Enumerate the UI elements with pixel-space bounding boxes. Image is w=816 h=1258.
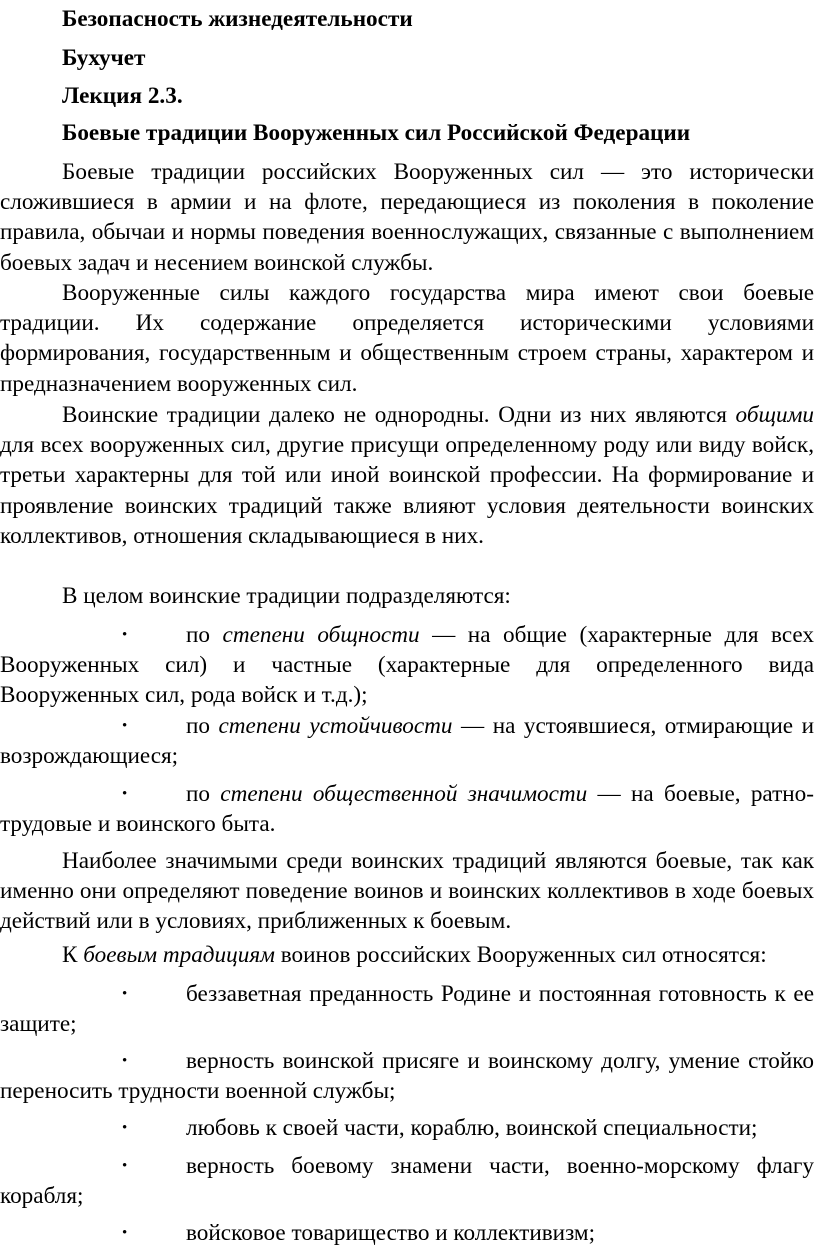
list-item: • беззаветная преданность Родине и постоянная готовность к ее защите; [0, 981, 814, 1038]
paragraph-definition: Боевые традиции российских Вооруженных сил — это исторически сложившиеся в армии и на флоте, передающиеся из поколения в поколение правила, обычаи и нормы поведения военнослужащих, связанные с выполнением боевых задач и несением воинской службы. [0, 159, 814, 276]
emphasis-text: боевым традициям [83, 942, 275, 968]
bullet-icon: • [122, 786, 128, 802]
list-item: • верность воинской присяге и воинскому долгу, умение стойко переносить трудности военной службы; [0, 1048, 814, 1105]
list-item: • войсковое товарищество и коллективизм; [0, 1218, 814, 1248]
subject-heading: Безопасность жизнедеятельности [62, 6, 413, 32]
bullet-icon: • [122, 627, 128, 643]
bullet-icon: • [122, 986, 128, 1002]
paragraph-armed-forces: Вооруженные силы каждого государства мира имеют свои боевые традиции. Их содержание определяется историческими условиями формирования, государственным и общественным строем страны, характером и предназначением вооруженных сил. [0, 280, 814, 397]
lecture-heading: Лекция 2.3. [62, 83, 183, 109]
list-item: • по степени устойчивости — на устоявшиеся, отмирающие и возрождающиеся; [0, 713, 814, 770]
group-heading: Бухучет [62, 45, 146, 71]
paragraph-combat-traditions-intro: К боевым традициям воинов российских Вооруженных сил относятся: [62, 942, 767, 968]
emphasis-text: общими [735, 402, 814, 428]
paragraph-text: Воинские традиции далеко не однородны. Одни из них являются [62, 402, 736, 428]
paragraph-combat-significance: Наиболее значимыми среди воинских традиций являются боевые, так как именно они определяют поведение воинов и воинских коллективов в ходе боевых действий или в условиях, приближенных к боевым. [0, 848, 814, 935]
list-item: • верность боевому знамени части, военно-морскому флагу корабля; [0, 1153, 814, 1210]
paragraph-traditions-variety [0, 400, 814, 551]
bullet-icon: • [122, 1053, 128, 1069]
bullet-icon: • [122, 1225, 128, 1241]
list-item: • по степени общественной значимости — на боевые, ратнотрудовые и воинского быта. [0, 781, 814, 838]
list-item: • любовь к своей части, кораблю, воинской специальности; [0, 1113, 814, 1143]
paragraph-text: для всех вооруженных сил, другие присущи определенному роду или виду войск, третьи характерны для той или иной воинской профессии. На формирование и проявление воинских традиций также влияют условия деятельности воинских коллективов, отношения складывающиеся в них. [0, 432, 814, 549]
bullet-icon: • [122, 1120, 128, 1136]
topic-heading: Боевые традиции Вооруженных сил Российской Федерации [62, 120, 691, 146]
paragraph-classification-intro: В целом воинские традиции подразделяются: [62, 583, 511, 609]
list-item: • по степени общности — на общие (характерные для всех Вооруженных сил) и частные (характерные для определенного вида Вооруженных сил, рода войск и т.д.); [0, 622, 814, 709]
bullet-icon: • [122, 1158, 128, 1174]
bullet-icon: • [122, 718, 128, 734]
